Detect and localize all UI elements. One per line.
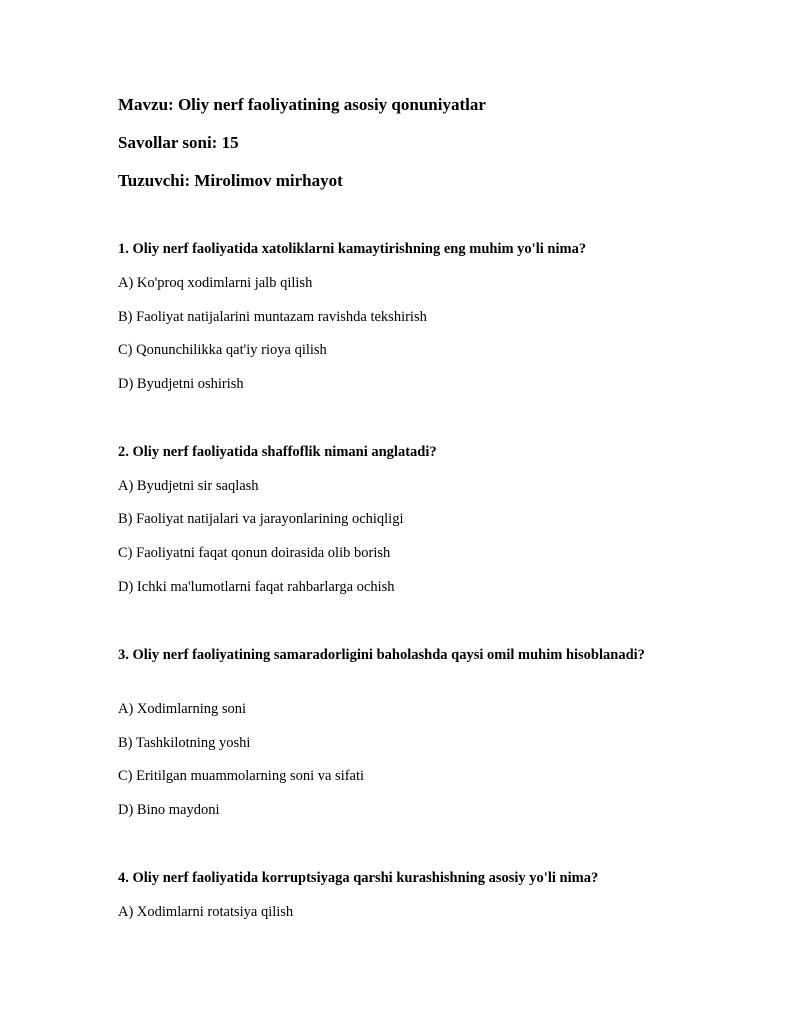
question-1-option-a: A) Ko'proq xodimlarni jalb qilish <box>118 275 313 291</box>
question-1-option-c: C) Qonunchilikka qat'iy rioya qilish <box>118 342 327 358</box>
question-2-option-a: A) Byudjetni sir saqlash <box>118 478 259 494</box>
question-1-title: 1. Oliy nerf faoliyatida xatoliklarni kamaytirishning eng muhim yo'li nima? <box>118 241 587 257</box>
topic-heading: Mavzu: Oliy nerf faoliyatining asosiy qonuniyatlar <box>118 95 486 114</box>
question-3-option-b: B) Tashkilotning yoshi <box>118 735 251 751</box>
question-2-option-c: C) Faoliyatni faqat qonun doirasida olib borish <box>118 545 391 561</box>
question-3-option-d: D) Bino maydoni <box>118 802 220 818</box>
question-count-heading: Savollar soni: 15 <box>118 133 239 152</box>
question-4-title: 4. Oliy nerf faoliyatida korruptsiyaga qarshi kurashishning asosiy yo'li nima? <box>118 870 599 886</box>
question-2-title: 2. Oliy nerf faoliyatida shaffoflik nimani anglatadi? <box>118 444 437 460</box>
question-2-option-b: B) Faoliyat natijalari va jarayonlarining ochiqligi <box>118 511 404 527</box>
question-2-option-d: D) Ichki ma'lumotlarni faqat rahbarlarga ochish <box>118 579 395 595</box>
question-3-title: 3. Oliy nerf faoliyatining samaradorligini baholashda qaysi omil muhim hisoblanadi? <box>118 647 645 663</box>
question-1-option-d: D) Byudjetni oshirish <box>118 376 244 392</box>
question-3-option-a: A) Xodimlarning soni <box>118 701 247 717</box>
author-heading: Tuzuvchi: Mirolimov mirhayot <box>118 171 343 190</box>
question-1-option-b: B) Faoliyat natijalarini muntazam ravishda tekshirish <box>118 309 427 325</box>
question-3-option-c: C) Eritilgan muammolarning soni va sifati <box>118 768 365 784</box>
question-4-option-a: A) Xodimlarni rotatsiya qilish <box>118 904 294 920</box>
